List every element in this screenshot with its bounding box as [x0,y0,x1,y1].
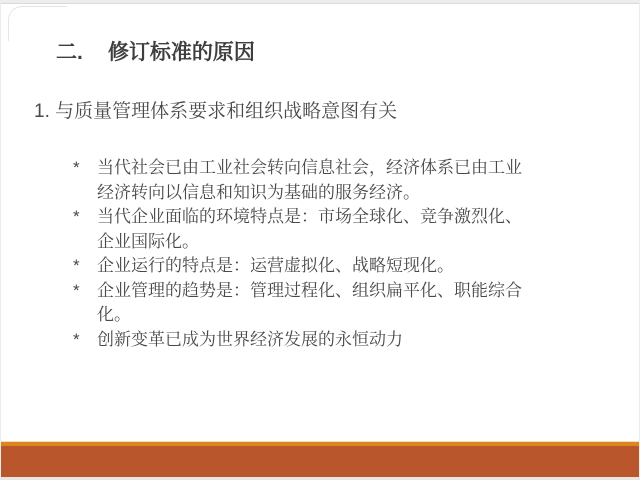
bullet-text [97,205,584,254]
slide-subtitle: 1. 与质量管理体系要求和组织战略意图有关 [34,101,398,122]
top-border-strip [1,0,639,4]
bullet-marker: * [73,280,80,300]
bullet-line: 创新变革已成为世界经济发展的永恒动力 [97,329,403,349]
slide-title-number: 二. [56,41,83,64]
bullet-marker: * [73,256,80,275]
bullet-text [97,279,584,328]
bullet-line: 当代企业面临的环境特点是：市场全球化、竞争激烈化、 [97,207,522,226]
bullet-item [73,328,584,353]
bullet-marker: * [73,329,80,349]
bullet-item [73,279,584,328]
bullet-text [97,254,584,279]
bullet-line: 当代社会已由工业社会转向信息社会，经济体系已由工业 [97,158,522,177]
bullet-line: 企业国际化。 [97,231,199,251]
bullet-text [97,328,584,353]
bullet-item [73,205,584,254]
bullet-line: 经济转向以信息和知识为基础的服务经济。 [97,182,420,202]
top-left-corner-ornament [8,6,67,41]
bullet-text [97,156,584,205]
bullet-line: 企业运行的特点是：运营虚拟化、战略短现化。 [97,256,454,275]
bullet-marker: * [73,207,80,226]
bullet-list [73,156,584,352]
slide-title [56,40,255,66]
bullet-line: 企业管理的趋势是：管理过程化、组织扁平化、职能综合 [97,280,522,300]
footer-band [1,441,639,480]
bullet-line: 化。 [97,305,131,324]
slide-title-text: 修订标准的原因 [107,41,255,64]
bullet-marker: * [73,158,80,177]
bullet-item [73,254,584,279]
bullet-item [73,156,584,205]
footer-rust-band [1,446,639,477]
